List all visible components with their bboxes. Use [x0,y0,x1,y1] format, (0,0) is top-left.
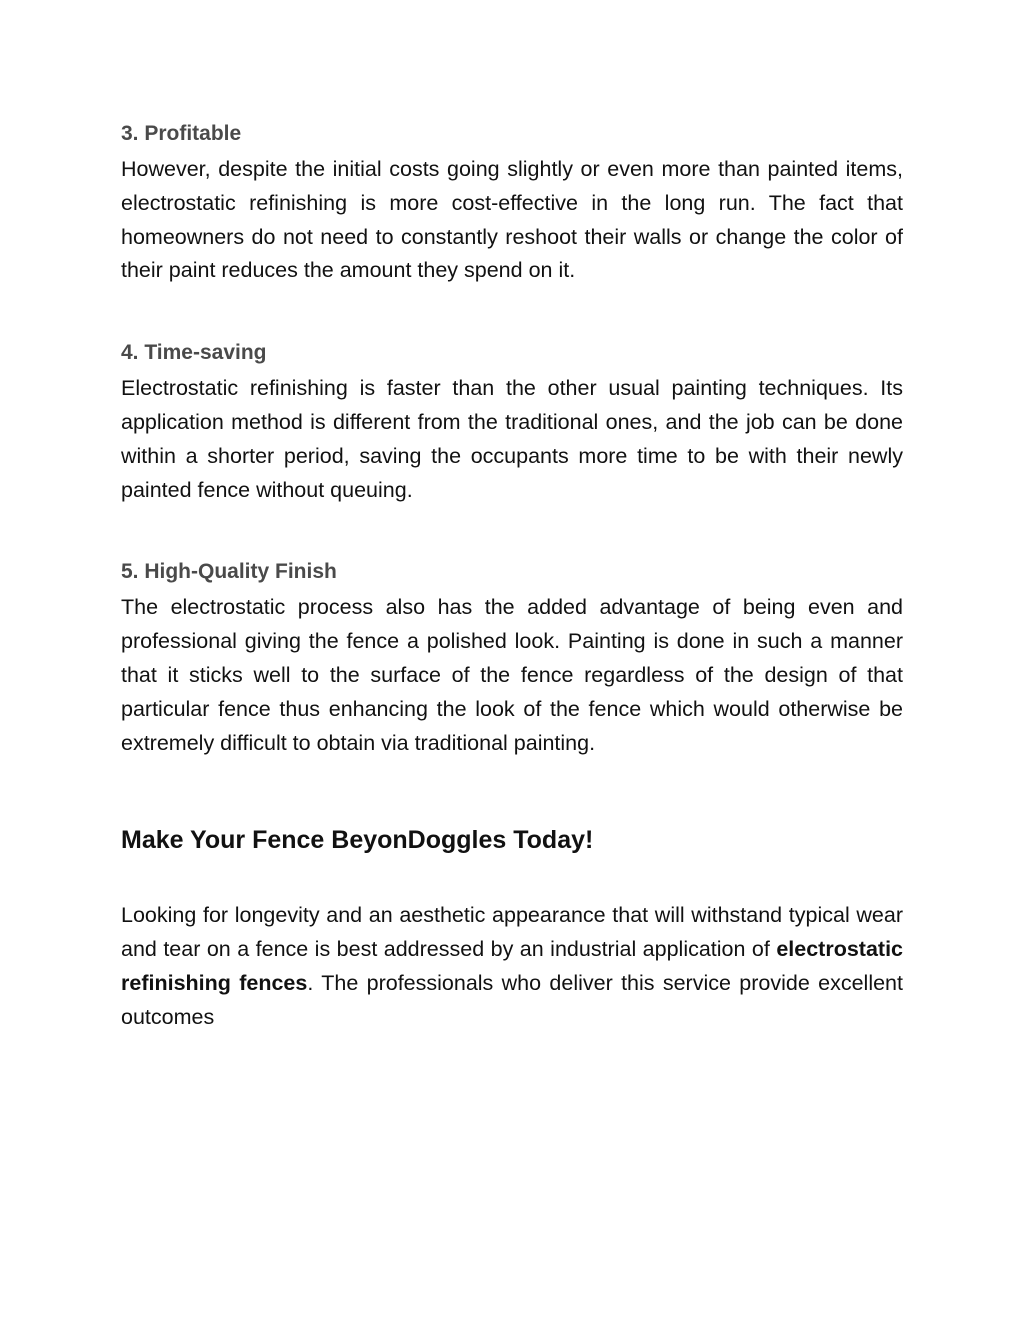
spacer [121,507,903,556]
cta-body-text-end: . The professionals who deliver this service provide excellent outcomes [121,970,903,1029]
section-body-high-quality-finish: The electrostatic process also has the added advantage of being even and professional giving the fence a polished look. Painting is done in such a manner that it sticks well to the surface of the fence regardless of the design of that particular fence thus enhancing the look of the fence which would otherwise be extremely difficult to obtain via traditional painting. [121,595,903,755]
section-heading-time-saving: 4. Time-saving [121,341,267,365]
cta-body-keyword: electrostatic refinishing fences [121,937,903,995]
spacer [121,760,903,823]
section-heading-profitable: 3. Profitable [121,122,242,145]
document-page [121,118,903,1035]
section-body-profitable: However, despite the initial costs going slightly or even more than painted items, electrostatic refinishing is more cost-effective in the long run. The fact that homeowners do not need to constantly reshoot their walls or change the color of their paint reduces the amount they spend on it. [121,157,903,283]
section-body-time-saving: Electrostatic refinishing is faster than the other usual painting techniques. Its application method is different from the traditional ones, and the job can be done within a shorter period, saving the occupants more time to be with their newly painted fence without queuing. [121,376,903,502]
cta-body-text: Looking for longevity and an aesthetic appearance that will withstand typical wear and tear on a fence is best addressed by an industrial application of [121,903,903,962]
cta-heading: Make Your Fence BeyonDoggles Today! [121,826,594,855]
spacer [121,857,903,899]
cta-body [121,899,903,1034]
section-heading-high-quality-finish: 5. High-Quality Finish [121,560,337,584]
spacer [121,288,903,337]
